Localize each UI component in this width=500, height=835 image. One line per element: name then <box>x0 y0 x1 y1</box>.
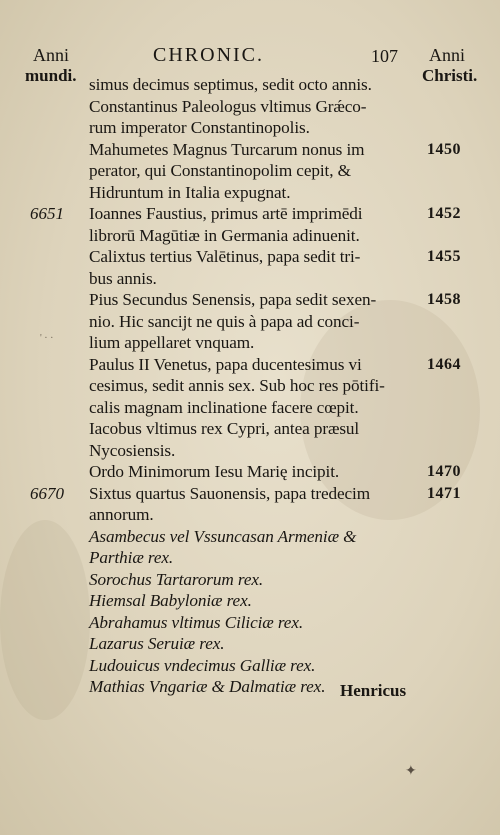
anno-christi-year: 1455 <box>427 248 461 265</box>
entry-line: Pius Secundus Senensis, papa sedit sexen- <box>89 290 377 309</box>
catchword: Henricus <box>340 681 407 700</box>
ink-speck: ✦ <box>405 764 417 779</box>
anni-mundi-label-2: mundi. <box>25 66 77 85</box>
running-title: CHRONIC. <box>153 44 265 66</box>
margin-mark: ' · · <box>40 333 54 344</box>
entry-line: librorū Magūtiæ in Germania adinuenit. <box>89 225 360 245</box>
entry-line: lium appellaret vnquam. <box>89 333 255 352</box>
anni-mundi-label: Anni <box>33 45 69 65</box>
anno-christi-year: 1471 <box>427 484 461 502</box>
entry-line: cesimus, sedit annis sex. Sub hoc res pōtifi- <box>89 376 385 395</box>
anno-christi-year: 1458 <box>427 291 461 308</box>
entry-line: Abrahamus vltimus Ciliciæ rex. <box>89 612 304 632</box>
anni-christi-label: Anni <box>429 45 465 65</box>
anno-christi-year: 1470 <box>427 463 461 480</box>
anno-mundi-year: 6670 <box>30 483 64 503</box>
anno-mundi-year: 6651 <box>30 204 64 223</box>
entry-line: calis magnam inclinatione facere cœpit. <box>89 397 359 417</box>
entry-line: Mathias Vngariæ & Dalmatiæ rex. <box>89 677 326 696</box>
entry-line: rum imperator Constantinopolis. <box>89 118 310 137</box>
entry-line: annorum. <box>89 505 154 524</box>
entry-line: Calixtus tertius Valētinus, papa sedit tri- <box>89 247 361 266</box>
anno-christi-year: 1450 <box>427 140 461 158</box>
entry-line: Ludouicus vndecimus Galliæ rex. <box>89 655 316 675</box>
entry-line: Lazarus Seruiæ rex. <box>89 634 225 653</box>
entry-line: Sorochus Tartarorum rex. <box>89 569 264 589</box>
entry-line: bus annis. <box>89 268 157 288</box>
entry-line: simus decimus septimus, sedit octo annis. <box>89 75 372 94</box>
entry-line: Nycosiensis. <box>89 440 176 460</box>
anno-christi-year: 1452 <box>427 205 461 222</box>
entry-line: Mahumetes Magnus Turcarum nonus im <box>89 139 365 159</box>
entry-line: Ordo Minimorum Iesu Marię incipit. <box>89 462 340 481</box>
page-stain <box>0 520 90 720</box>
entry-line: Asambecus vel Vssuncasan Armeniæ & <box>89 526 357 546</box>
entry-line: Parthiæ rex. <box>89 548 174 567</box>
entry-line: Hiemsal Babyloniæ rex. <box>89 591 252 610</box>
entry-line: Constantinus Paleologus vltimus Grǽco- <box>89 96 367 116</box>
entry-line: Hidruntum in Italia expugnat. <box>89 182 291 202</box>
anni-christi-label-2: Christi. <box>422 66 478 85</box>
anno-christi-year: 1464 <box>427 355 461 373</box>
entry-line: Sixtus quartus Sauonensis, papa tredecim <box>89 483 370 503</box>
entry-line: Paulus II Venetus, papa ducentesimus vi <box>89 354 362 374</box>
entry-line: perator, qui Constantinopolim cepit, & <box>89 161 351 180</box>
entry-line: Ioannes Faustius, primus artē imprimēdi <box>89 204 363 223</box>
entry-line: nio. Hic sancijt ne quis à papa ad conci- <box>89 311 360 331</box>
page-number: 107 <box>371 46 398 66</box>
entry-line: Iacobus vltimus rex Cypri, antea præsul <box>89 419 360 438</box>
